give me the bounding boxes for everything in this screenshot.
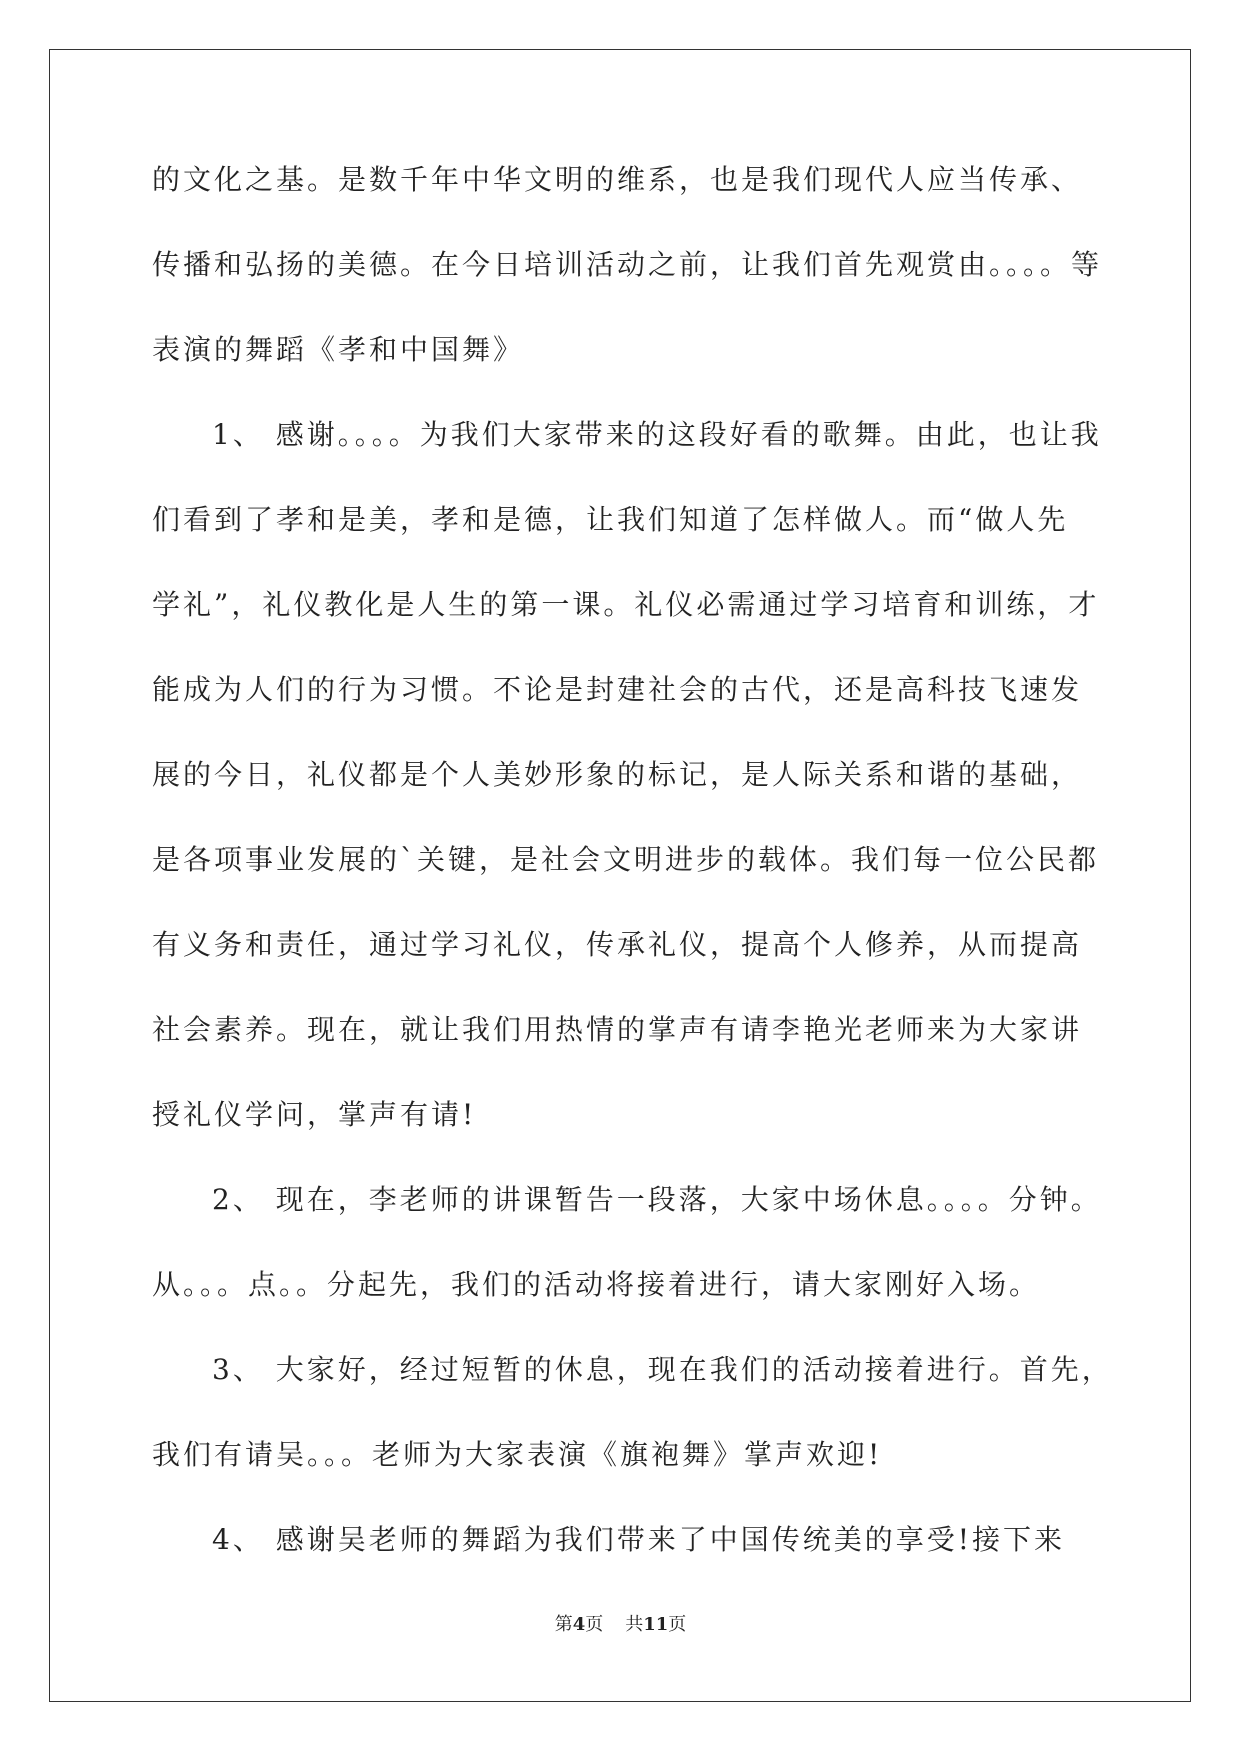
text-line: 的文化之基。是数千年中华文明的维系，也是我们现代人应当传承、: [152, 163, 1083, 196]
text-line: 有义务和责任，通过学习礼仪，传承礼仪，提高个人修养，从而提高: [152, 928, 1083, 961]
text-line: 从。。。点。。分起先，我们的活动将接着进行，请大家刚好入场。: [152, 1268, 1041, 1301]
text-line: 能成为人们的行为习惯。不论是封建社会的古代，还是高科技飞速发: [152, 673, 1083, 706]
text-line: 学礼”，礼仪教化是人生的第一课。礼仪必需通过学习培育和训练，才: [152, 588, 1100, 621]
page-suffix: 页: [585, 1614, 604, 1635]
numbered-paragraph-3: 3、 大家好，经过短暂的休息，现在我们的活动接着进行。首先，: [212, 1353, 1113, 1386]
text-line: 们看到了孝和是美，孝和是德，让我们知道了怎样做人。而“做人先: [152, 503, 1069, 536]
text-line: 授礼仪学问，掌声有请!: [152, 1098, 477, 1131]
page-prefix: 第: [554, 1614, 573, 1635]
page-current: 4: [572, 1614, 586, 1635]
page-total: 11: [643, 1614, 669, 1635]
text-line: 表演的舞蹈《孝和中国舞》: [152, 333, 525, 366]
numbered-paragraph-2: 2、 现在，李老师的讲课暂告一段落，大家中场休息。。。。分钟。: [212, 1183, 1102, 1216]
page-footer: [0, 1610, 1241, 1636]
text-line: 我们有请吴。。。老师为大家表演《旗袍舞》掌声欢迎!: [152, 1438, 883, 1471]
total-prefix: 共: [625, 1614, 644, 1635]
text-line: 是各项事业发展的`关键，是社会文明进步的载体。我们每一位公民都: [152, 843, 1100, 876]
numbered-paragraph-1: 1、 感谢。。。。为我们大家带来的这段好看的歌舞。由此，也让我: [212, 418, 1102, 451]
total-suffix: 页: [668, 1614, 687, 1635]
text-line: 传播和弘扬的美德。在今日培训活动之前，让我们首先观赏由。。。。等: [152, 248, 1103, 281]
text-line: 展的今日，礼仪都是个人美妙形象的标记，是人际关系和谐的基础，: [152, 758, 1083, 791]
text-line: 社会素养。现在，就让我们用热情的掌声有请李艳光老师来为大家讲: [152, 1013, 1083, 1046]
numbered-paragraph-4: 4、 感谢吴老师的舞蹈为我们带来了中国传统美的享受!接下来: [212, 1523, 1065, 1556]
